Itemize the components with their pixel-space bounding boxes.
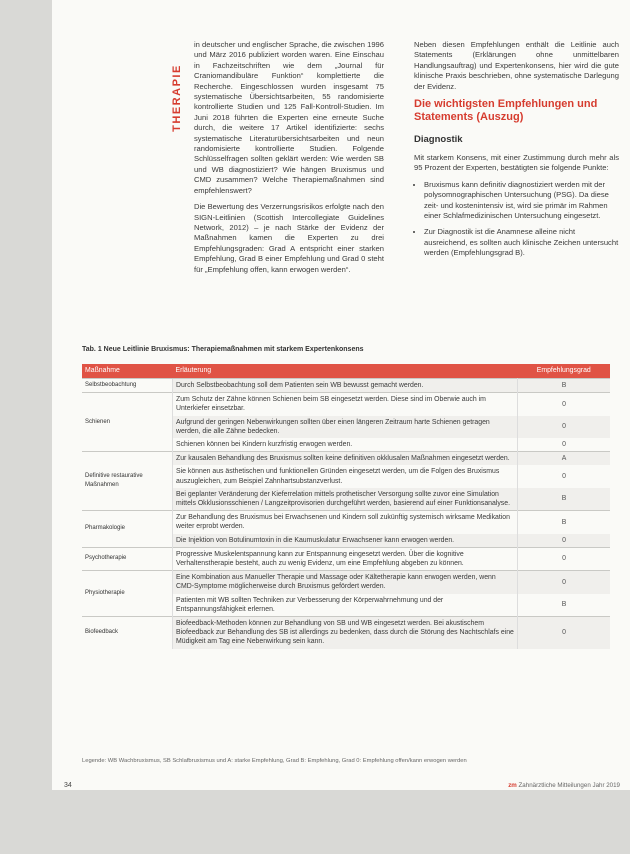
explanation-cell: Zur Behandlung des Bruxismus bei Erwachsenen und Kindern soll zukünftig systemisch wirksame Medikation weiter erprobt werden.	[173, 511, 518, 534]
explanation-cell: Patienten mit WB sollten Techniken zur Verbesserung der Körperwahrnehmung und der Entspannungsfähigkeit erlernen.	[173, 594, 518, 617]
grade-cell: B	[518, 511, 611, 534]
table-legend: Legende: WB Wachbruxismus, SB Schlafbruxismus und A: starke Empfehlung, Grad B: Empfehlung, Grad 0: Empfehlung offen/kann erwogen werden	[82, 758, 467, 764]
section-heading: Die wichtigsten Empfehlungen und Statements (Auszug)	[414, 98, 598, 124]
explanation-cell: Biofeedback-Methoden können zur Behandlung von SB und WB eingesetzt werden. Bei akustischem Biofeedback zur Behandlung des SB ist allerdings zu bedenken, dass durch die Störung des Nachtschlafs eine Müdigkeit am Tag eine Nebenwirkung sein kann.	[173, 617, 518, 649]
explanation-cell: Durch Selbstbeobachtung soll dem Patienten sein WB bewusst gemacht werden.	[173, 379, 518, 393]
header-explanation: Erläuterung	[173, 364, 518, 379]
table-row	[82, 393, 610, 416]
grade-cell: A	[518, 452, 611, 466]
table-row	[82, 379, 610, 393]
explanation-cell: Bei geplanter Veränderung der Kieferrelation mittels prothetischer Versorgung sollte zuvor eine Simulation mittels Okklusionsschienen / Langzeitprovisorien durchgeführt werden, basierend auf einer Funktionsanalyse.	[173, 488, 518, 511]
table-row	[82, 617, 610, 649]
paragraph: Die Bewertung des Verzerrungsrisikos erfolgte nach den SIGN-Leitlinien (Scottish Intercollegiate Guidelines Network, 2012) – je nach Stärke der Evidenz der Maßnahmen kamen die Experten zu drei Empfehlungsgraden: Grad A entspricht einer starken Empfehlung, Grad B einer Empfehlung und Grad 0 steht für „Empfehlung offen, kann erwogen werden“.	[194, 202, 384, 274]
subheading: Diagnostik	[414, 134, 463, 146]
magazine-page	[52, 0, 630, 790]
grade-cell: 0	[518, 416, 611, 438]
explanation-cell: Zur kausalen Behandlung des Bruxismus sollten keine definitiven okklusalen Maßnahmen eingesetzt werden.	[173, 452, 518, 466]
explanation-cell: Die Injektion von Botulinumtoxin in die Kaumuskulatur Erwachsener kann erwogen werden.	[173, 534, 518, 548]
measure-cell: Psychotherapie	[82, 547, 173, 570]
grade-cell: 0	[518, 534, 611, 548]
grade-cell: 0	[518, 393, 611, 416]
list-item: • Bruxismus kann definitiv diagnostiziert werden mit der polysomnographischen Untersuchung (PSG). Da diese zeit- und kostenintensiv ist, wird sie primär im Rahmen einer Schlafmedizinischen Untersuchung eingesetzt.	[424, 180, 619, 222]
text-column-right	[414, 40, 619, 265]
grade-cell: B	[518, 379, 611, 393]
explanation-cell: Zum Schutz der Zähne können Schienen beim SB eingesetzt werden. Diese sind im Oberwie auch im Unterkiefer einsetzbar.	[173, 393, 518, 416]
grade-cell: B	[518, 488, 611, 511]
table-row	[82, 571, 610, 594]
source-text: Zahnärztliche Mitteilungen Jahr 2019	[518, 782, 620, 789]
brand-logo: zm	[508, 782, 517, 789]
table-header-row	[82, 364, 610, 379]
grade-cell: 0	[562, 441, 566, 449]
table-row	[82, 511, 610, 534]
measure-cell: Selbstbeobachtung	[82, 379, 173, 393]
explanation-cell: Sie können aus ästhetischen und funktionellen Gründen eingesetzt werden, um die Folgen des Bruxismus auszugleichen, zum Beispiel Zahnhartsubstanzverlust.	[173, 465, 518, 487]
grade-cell: 0	[518, 571, 611, 594]
grade-cell: 0	[518, 617, 611, 649]
bullet-list	[414, 180, 619, 259]
explanation-cell: Eine Kombination aus Manueller Therapie und Massage oder Kältetherapie kann erwogen werden, wenn CMD-Symptome möglicherweise durch Bruxismus gefördert werden.	[173, 571, 518, 594]
grade-cell: B	[561, 601, 567, 609]
intro-paragraph: Neben diesen Empfehlungen enthält die Leitlinie auch Statements (Erklärungen ohne unmittelbaren Handlungsauftrag) und Expertenkonsens, hier wird die gute klinische Praxis beschrieben, ohne systematische Darlegung der Evidenz.	[414, 40, 619, 91]
therapy-table	[82, 364, 610, 649]
explanation-cell: Schienen können bei Kindern kurzfristig erwogen werden.	[173, 438, 518, 452]
measure-cell: Definitive restaurative Maßnahmen	[82, 452, 173, 511]
measure-cell: Pharmakologie	[82, 511, 173, 548]
grade-cell: 0	[562, 473, 566, 481]
table-row	[82, 547, 610, 570]
paragraph: in deutscher und englischer Sprache, die zwischen 1996 und März 2016 publiziert worden waren. Eine Einschau in Fachzeitschriften wie dem „Journal für Craniomandibuläre Funktion“ komplettierte die Recherche. Eingeschlossen wurden insgesamt 75 systematische Übersichtsarbeiten, 55 randomisierte kontrollierte Studien und 125 Fall-Kontroll-Studien. Im Juni 2018 führten die Experten eine erneute Suche durch, die weitere 17 Artikel identifizierte: sechs systematische Literaturübersichtsarbeiten und neun randomisierte kontrollierte Studien. Folgende Schlüsselfragen sollten geklärt werden: Wie werden SB und WB diagnostiziert? Wie hängen Bruxismus und CMD zusammen? Welche Therapiemaßnahmen sind empfehlenswert?	[194, 40, 384, 195]
measure-cell: Schienen	[82, 393, 173, 452]
measure-cell: Biofeedback	[82, 617, 173, 649]
grade-cell: 0	[518, 547, 611, 570]
explanation-cell: Aufgrund der geringen Nebenwirkungen sollten über einen längeren Zeitraum harte Schienen getragen werden, die alle Zähne bedecken.	[173, 416, 518, 438]
page-number: 34	[64, 782, 72, 789]
table-caption: Tab. 1 Neue Leitlinie Bruxismus: Therapiemaßnahmen mit starkem Expertenkonsens	[82, 346, 364, 353]
list-item: • Zur Diagnostik ist die Anamnese alleine nicht ausreichend, es sollten auch klinische Zeichen untersucht werden (Empfehlungsgrad B).	[424, 227, 619, 258]
explanation-cell: Progressive Muskelentspannung kann zur Entspannung eingesetzt werden. Über die kognitive Verhaltenstherapie besteht, auch zu wenig Evidenz, um eine Empfehlung abgeben zu können.	[173, 547, 518, 570]
measure-cell: Physiotherapie	[82, 571, 173, 617]
header-grade: Empfehlungsgrad	[518, 364, 611, 379]
text-column-left	[194, 40, 384, 281]
table-row	[82, 452, 610, 466]
header-measure: Maßnahme	[82, 364, 173, 379]
section-label: THERAPIE	[171, 64, 183, 132]
lead-paragraph: Mit starkem Konsens, mit einer Zustimmung durch mehr als 95 Prozent der Experten, bestätigten sie folgende Punkte:	[414, 153, 619, 173]
footer-source	[508, 782, 620, 789]
